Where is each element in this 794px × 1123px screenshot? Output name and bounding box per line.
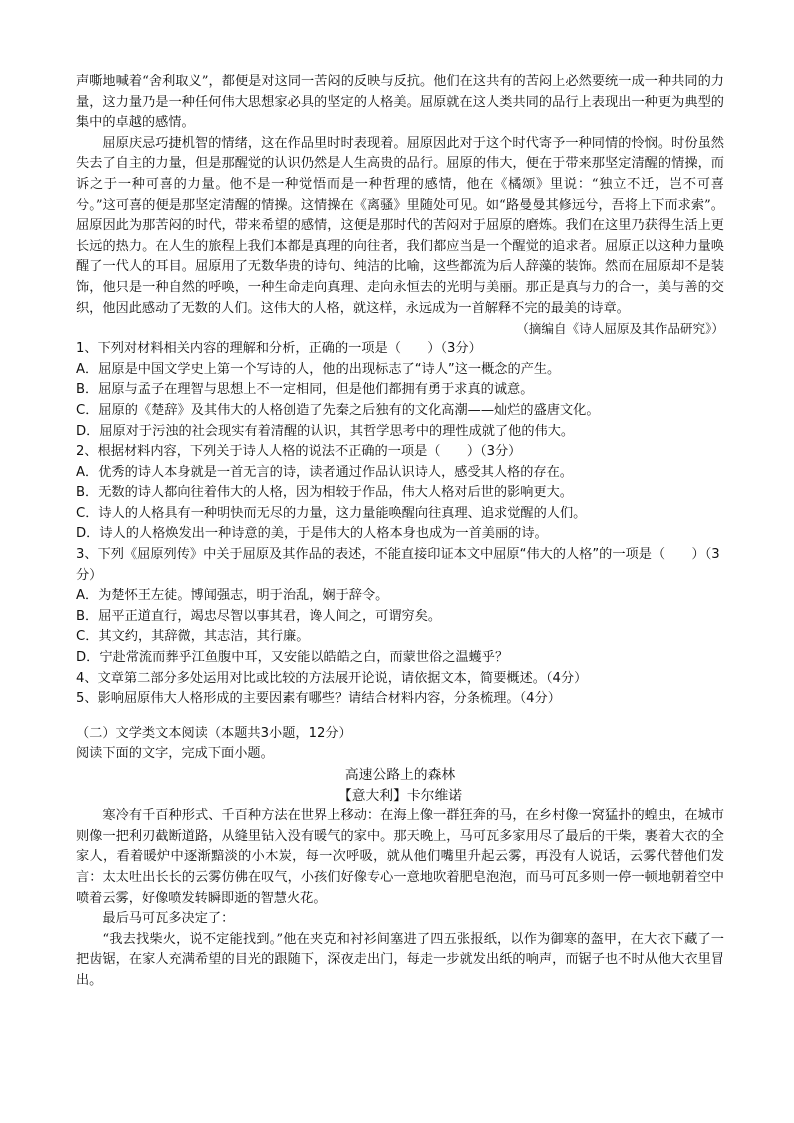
question-4-stem: 4、文章第二部分多处运用对比或比较的方法展开论说，请依据文本，简要概述。（4分） (76, 670, 588, 686)
question-1-option-a: A．屈原是中国文学史上第一个写诗的人，他的出现标志了“诗人”这一概念的产生。 (76, 361, 561, 377)
question-3-option-a: A．为楚怀王左徒。博闻强志，明于治乱，娴于辞令。 (76, 588, 389, 604)
story-paragraph-2: 最后马可瓦多决定了： (102, 911, 235, 927)
passage1-paragraph-2: 屈原庆忌巧捷机智的情绪，这在作品里时时表现着。屈原因此对于这个时代寄予一种同情的怜悯。时份虽然失去了自主的力量，但是那醒觉的认识仍然是人生高贵的品行。屈原的伟大，便在于带来那坚定清醒的情操，而诉之于一种可喜的力量。他不是一种觉悟而是一种哲理的感情，他在《橘颂》里说：“独立不迁，岂不可喜兮。”这可喜的便是那坚定清醒的情操。这情操在《离骚》里随处可见。如“路曼曼其修远兮，吾将上下而求索”。屈原因此为那苦闷的时代，带来希望的感情，这便是那时代的苦闷对于屈原的磨炼。我们在这里乃获得生活上更长远的热力。在人生的旅程上我们本都是真理的向往者，我们都应当是一个醒觉的追求者。屈原正以这种力量唤醒了一代人的耳目。屈原用了无数华贵的诗句、纯洁的比喻，这些都流为后人辞藻的装饰。然而在屈原却不是装饰，他只是一种自然的呼唤，一种生命走向真理、走向永恒去的光明与美丽。那正是真与力的合一，美与善的交织，他因此感动了无数的人们。这伟大的人格，就这样，永远成为一首解释不完的最美的诗章。 (76, 135, 724, 316)
question-3-stem: 3、下列《屈原列传》中关于屈原及其作品的表述，不能直接印证本文中屈原“伟大的人格”的一项是（ ）（3分） (76, 547, 720, 583)
question-1-option-b: B．屈原与孟子在理智与思想上不一定相同，但是他们都拥有勇于求真的诚意。 (76, 382, 534, 398)
question-3-option-c: C．其文约，其辞微，其志洁，其行廉。 (76, 629, 310, 645)
question-2-option-d: D．诗人的人格焕发出一种诗意的美，于是伟大的人格本身也成为一首美丽的诗。 (76, 526, 548, 542)
question-5-stem: 5、影响屈原伟大人格形成的主要因素有哪些？请结合材料内容，分条梳理。（4分） (76, 691, 561, 707)
question-2-option-a: A．优秀的诗人本身就是一首无言的诗，读者通过作品认识诗人，感受其人格的存在。 (76, 464, 573, 480)
question-2-option-b: B．无数的诗人都向往着伟大的人格，因为相较于作品，伟大人格对后世的影响更大。 (76, 485, 573, 501)
passage1-paragraph-1: 声嘶地喊着“舍利取义”，都便是对这同一苦闷的反映与反抗。他们在这共有的苦闷上必然要统一成一种共同的力量，这力量乃是一种任何伟大思想家必具的坚定的人格美。屈原就在这人类共同的品行上表现出一种更为典型的集中的卓越的感情。 (76, 74, 724, 131)
question-1-option-c: C．屈原的《楚辞》及其伟大的人格创造了先秦之后独有的文化高潮——灿烂的盛唐文化。 (76, 402, 600, 418)
section2-heading: （二）文学类文本阅读（本题共3小题，12分） (76, 725, 352, 741)
question-1-option-d: D．屈原对于污浊的社会现实有着清醒的认识，其哲学思考中的理性成就了他的伟大。 (76, 423, 575, 439)
question-3-option-d: D．宁赴常流而葬乎江鱼腹中耳，又安能以皓皓之白，而蒙世俗之温蠖乎？ (76, 650, 509, 666)
section-spacer (76, 710, 724, 724)
story-title: 高速公路上的森林 (344, 767, 456, 783)
document-page (76, 72, 724, 992)
story-paragraph-1: 寒冷有千百种形式、千百种方法在世界上移动：在海上像一群狂奔的马，在乡村像一窝猛扑的蝗虫，在城市则像一把利刃截断道路，从缝里钻入没有暖气的家中。那天晚上，马可瓦多家用尽了最后的干柴，裹着大衣的全家人，看着暖炉中逐渐黯淡的小木炭，每一次呼吸，就从他们嘴里升起云雾，再没有人说话，云雾代替他们发言：太太吐出长长的云雾仿佛在叹气，小孩们好像专心一意地吹着肥皂泡泡，而马可瓦多则一停一顿地朝着空中喷着云雾，好像喷发转瞬即逝的智慧火花。 (76, 808, 724, 906)
question-1-stem: 1、下列对材料相关内容的理解和分析，正确的一项是（ ）（3分） (76, 341, 482, 357)
story-author: 【意大利】卡尔维诺 (337, 787, 463, 804)
question-2-option-c: C．诗人的人格具有一种明快而无尽的力量，这力量能唤醒向往真理、追求觉醒的人们。 (76, 505, 587, 521)
story-paragraph-3: “我去找柴火，说不定能找到。”他在夹克和衬衫间塞进了四五张报纸，以作为御寒的盔甲，在大衣下藏了一把齿锯，在家人充满希望的目光的跟随下，深夜走出门，每走一步就发出纸的响声，而锯子也不时从他大衣里冒出。 (76, 931, 724, 988)
question-2-stem: 2、根据材料内容，下列关于诗人人格的说法不正确的一项是（ ）（3分） (76, 444, 522, 460)
question-3-option-b: B．屈平正道直行，竭忠尽智以事其君，谗人间之，可谓穷矣。 (76, 608, 442, 624)
question-list (76, 339, 724, 710)
section2-instruction: 阅读下面的文字，完成下面小题。 (76, 746, 274, 762)
passage1-source: （摘编自《诗人屈原及其作品研究》） (516, 321, 724, 337)
